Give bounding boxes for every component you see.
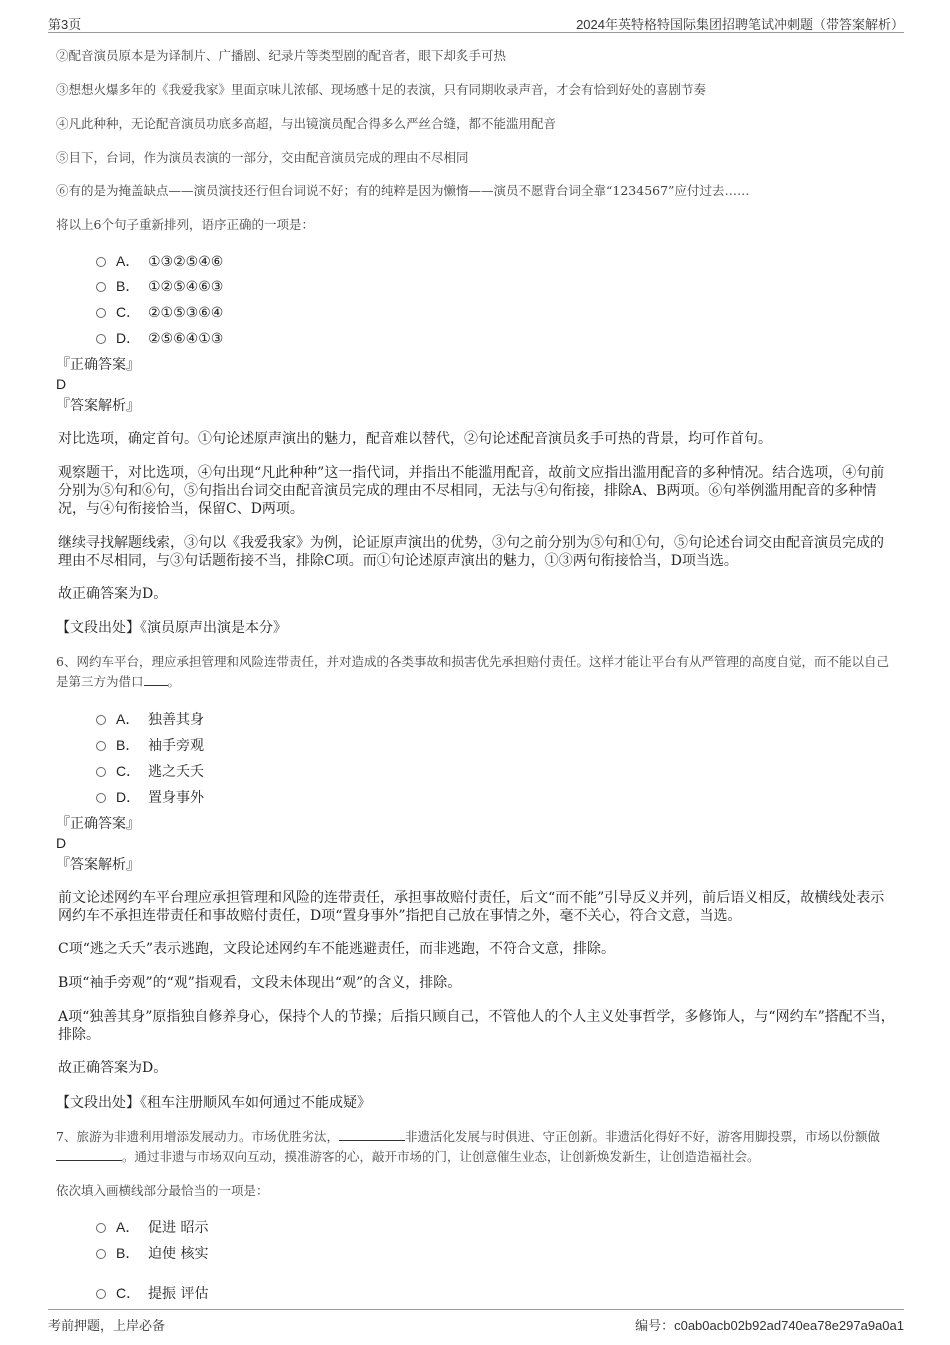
answer-blank[interactable] xyxy=(144,673,168,686)
q5-prompt: 将以上6个句子重新排列，语序正确的一项是： xyxy=(56,217,314,232)
q5-analysis-4: 故正确答案为D。 xyxy=(58,586,168,602)
q6-analysis-1: 前文论述网约车平台理应承担管理和风险的连带责任，承担事故赔付责任，后文“而不能”引导反义并列，前后语义相反，故横线处表示网约车不承担连带责任和事故赔付责任，D项“置身事外”指把自己放在事情之外，毫不关心，符合文意，当选。 xyxy=(58,890,885,924)
q5-sentence-6: ⑥有的是为掩盖缺点——演员演技还行但台词说不好；有的纯粹是因为懒惰——演员不愿背台词全靠“1234567”应付过去…… xyxy=(56,183,750,198)
q5-answer-tag: 『正确答案』 xyxy=(56,357,140,373)
q6-option-d[interactable]: D． 置身事外 xyxy=(96,787,204,808)
q5-answer: D xyxy=(56,376,67,392)
q6-analysis-2: C项“逃之夭夭”表示逃跑，文段论述网约车不能逃避责任，而非逃跑，不符合文意，排除。 xyxy=(58,941,616,957)
radio-icon[interactable] xyxy=(96,741,106,751)
radio-icon[interactable] xyxy=(96,308,106,318)
q7-stem: 7、旅游为非遗利用增添发展动力。市场优胜劣汰， 非遗活化发展与时俱进、守正创新。非遗活化得好不好，游客用脚投票，市场以份额做。通过非遗与市场双向互动，摸准游客的心，敲开市场的门，让创意催生业态，让创新焕发新生，让创造造福社会。 xyxy=(56,1129,880,1164)
q5-analysis-2: 观察题干，对比选项，④句出现“凡此种种”这一指代词，并指出不能滥用配音，故前文应指出滥用配音的多种情况。结合选项，④句前分别为⑤句和⑥句，⑤句指出台词交由配音演员完成的理由不尽相同，无法与④句衔接，排除A、B两项。⑥句举例滥用配音的多种情况，与④句衔接恰当，保留C、D两项。 xyxy=(58,465,885,517)
answer-blank-2[interactable] xyxy=(56,1148,122,1161)
q7-option-b[interactable]: B． 迫使 核实 xyxy=(96,1243,208,1264)
q6-analysis-tag: 『答案解析』 xyxy=(56,857,140,873)
q6-option-b[interactable]: B． 袖手旁观 xyxy=(96,735,204,756)
q5-sentence-5: ⑤目下，台词，作为演员表演的一部分，交由配音演员完成的理由不尽相同 xyxy=(56,150,469,165)
radio-icon[interactable] xyxy=(96,1223,106,1233)
answer-blank-1[interactable] xyxy=(339,1128,405,1141)
page-footer xyxy=(48,1309,904,1334)
q5-source: 【文段出处】《演员原声出演是本分》 xyxy=(56,620,287,636)
radio-icon[interactable] xyxy=(96,715,106,725)
q6-answer-tag: 『正确答案』 xyxy=(56,816,140,832)
radio-icon[interactable] xyxy=(96,1249,106,1259)
q5-option-b[interactable]: B． ①②⑤④⑥③ xyxy=(96,276,223,297)
page-number: 第3页 xyxy=(48,17,82,32)
footer-slogan: 考前押题，上岸必备 xyxy=(48,1319,166,1334)
q7-prompt: 依次填入画横线部分最恰当的一项是： xyxy=(56,1183,269,1198)
q5-option-a[interactable]: A． ①③②⑤④⑥ xyxy=(96,251,223,272)
q5-analysis-3: 继续寻找解题线索，③句以《我爱我家》为例，论证原声演出的优势，③句之前分别为⑤句和①句，⑤句论述台词交由配音演员完成的理由不尽相同，与③句话题衔接不当，排除C项。而①句论述原声演出的魅力，①③两句衔接恰当，D项当选。 xyxy=(58,535,884,569)
q5-sentence-3: ③想想火爆多年的《我爱我家》里面京味儿浓郁、现场感十足的表演，只有同期收录声音，才会有恰到好处的喜剧节奏 xyxy=(56,82,707,97)
q5-analysis-tag: 『答案解析』 xyxy=(56,398,140,414)
radio-icon[interactable] xyxy=(96,1289,106,1299)
q5-sentence-4: ④凡此种种，无论配音演员功底多高超，与出镜演员配合得多么严丝合缝，都不能滥用配音 xyxy=(56,116,557,131)
document-title: 2024年英特格特国际集团招聘笔试冲刺题（带答案解析） xyxy=(576,17,904,32)
q6-option-c[interactable]: C． 逃之夭夭 xyxy=(96,761,204,782)
q6-analysis-5: 故正确答案为D。 xyxy=(58,1060,168,1076)
q5-option-d[interactable]: D． ②⑤⑥④①③ xyxy=(96,328,223,349)
q6-analysis-4: A项“独善其身”原指独自修养身心，保持个人的节操；后指只顾自己，不管他人的个人主义处事哲学，多修饰人，与“网约车”搭配不当，排除。 xyxy=(58,1009,895,1043)
q7-option-a[interactable]: A． 促进 昭示 xyxy=(96,1217,208,1238)
q6-stem: 6、网约车平台，理应承担管理和风险连带责任，并对造成的各类事故和损害优先承担赔付责任。这样才能让平台有从严管理的高度自觉，而不能以自己是第三方为借口 。 xyxy=(56,654,889,689)
document-code: 编号：c0ab0acb02b92ad740ea78e297a9a0a1 xyxy=(635,1318,904,1334)
radio-icon[interactable] xyxy=(96,334,106,344)
q6-option-a[interactable]: A． 独善其身 xyxy=(96,709,204,730)
q6-analysis-3: B项“袖手旁观”的“观”指观看，文段未体现出“观”的含义，排除。 xyxy=(58,975,462,991)
q6-source: 【文段出处】《租车注册顺风车如何通过不能成疑》 xyxy=(56,1095,371,1111)
radio-icon[interactable] xyxy=(96,793,106,803)
page-header xyxy=(48,10,904,33)
q5-sentence-2: ②配音演员原本是为译制片、广播剧、纪录片等类型剧的配音者，眼下却炙手可热 xyxy=(56,48,507,63)
radio-icon[interactable] xyxy=(96,282,106,292)
q5-option-c[interactable]: C． ②①⑤③⑥④ xyxy=(96,302,223,323)
radio-icon[interactable] xyxy=(96,767,106,777)
radio-icon[interactable] xyxy=(96,257,106,267)
q6-answer: D xyxy=(56,835,67,851)
q5-analysis-1: 对比选项，确定首句。①句论述原声演出的魅力，配音难以替代，②句论述配音演员炙手可热的背景，均可作首句。 xyxy=(58,431,772,447)
q7-option-c[interactable]: C． 提振 评估 xyxy=(96,1283,208,1304)
